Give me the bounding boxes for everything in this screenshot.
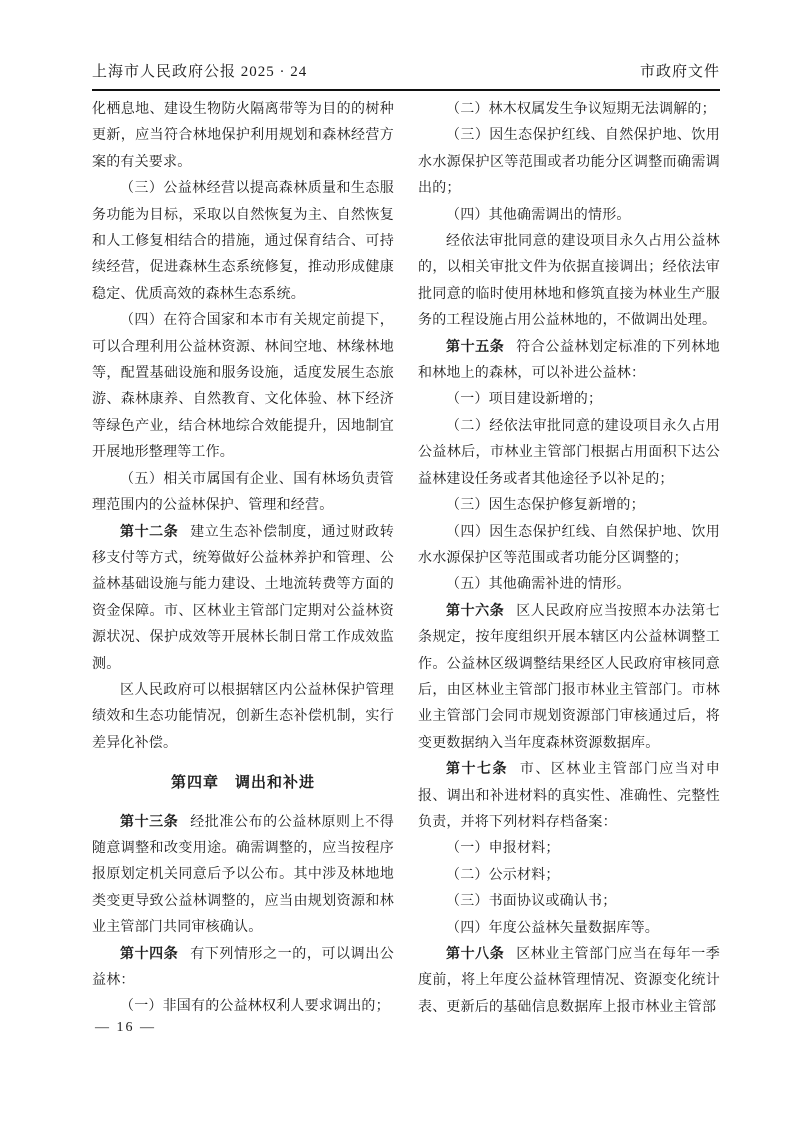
right-column — [418, 97, 720, 1021]
article-number: 第十二条 — [120, 524, 179, 540]
paragraph: （二）林木权属发生争议短期无法调解的； — [446, 102, 716, 117]
paragraph: 区人民政府可以根据辖区内公益林保护管理绩效和生态功能情况，创新生态补偿机制，实行差异化补偿。 — [92, 682, 394, 751]
paragraph: 第十三条 经批准公布的公益林原则上不得随意调整和改变用途。确需调整的，应当按程序报原划定机关同意后予以公布。其中涉及林地地类变更导致公益林调整的，应当由规划资源和林业主管部门共同审核确认。 — [92, 814, 394, 936]
article-number: 第十四条 — [120, 946, 179, 962]
paragraph: （四）因生态保护红线、自然保护地、饮用水水源保护区等范围或者功能分区调整的； — [418, 524, 720, 566]
paragraph: 经依法审批同意的建设项目永久占用公益林的，以相关审批文件为依据直接调出；经依法审批同意的临时使用林地和修筑直接为林业生产服务的工程设施占用公益林地的，不做调出处理。 — [418, 234, 720, 329]
paragraph: （一）非国有的公益林权利人要求调出的； — [120, 999, 390, 1015]
document-body — [92, 97, 720, 1021]
page-number: — 16 — — [95, 1020, 156, 1035]
left-column — [92, 97, 394, 1021]
paragraph: （二）公示材料； — [446, 867, 560, 883]
paragraph: （四）在符合国家和本市有关规定前提下，可以合理利用公益林资源、林间空地、林缘林地等，配置基础设施和服务设施，适度发展生态旅游、森林康养、自然教育、文化体验、林下经济等绿色产业，结合林地综合效能提升，因地制宜开展地形整理等工作。 — [92, 313, 394, 461]
section-label: 市政府文件 — [639, 64, 720, 80]
paragraph: （三）因生态保护修复新增的； — [446, 498, 645, 514]
article-number: 第十八条 — [446, 947, 505, 962]
article-number: 第十三条 — [120, 814, 179, 830]
page-header — [92, 60, 720, 91]
article-number: 第十七条 — [446, 762, 508, 778]
article-number: 第十六条 — [446, 603, 505, 619]
paragraph: 第十六条 区人民政府应当按照本办法第七条规定，按年度组织开展本辖区内公益林调整工作。公益林区级调整结果经区人民政府审核同意后，由区林业主管部门报市林业主管部门。市林业主管部门会同市规划资源部门审核通过后，将变更数据纳入当年度森林资源数据库。 — [418, 603, 720, 751]
paragraph: 第十二条 建立生态补偿制度，通过财政转移支付等方式，统筹做好公益林养护和管理、公益林基础设施与能力建设、土地流转费等方面的资金保障。市、区林业主管部门定期对公益林资源状况、保护成效等开展林长制日常工作成效监测。 — [92, 524, 394, 672]
gazette-title: 上海市人民政府公报 2025 · 24 — [92, 64, 308, 80]
paragraph: （二）经依法审批同意的建设项目永久占用公益林后，市林业主管部门根据占用面积下达公益林建设任务或者其他途径予以补足的； — [418, 418, 720, 487]
paragraph: （一）申报材料； — [446, 841, 560, 857]
paragraph: （四）其他确需调出的情形。 — [446, 207, 631, 223]
paragraph: （五）相关市属国有企业、国有林场负责管理范围内的公益林保护、管理和经营。 — [92, 471, 394, 514]
paragraph: 第十五条 符合公益林划定标准的下列林地和林地上的森林，可以补进公益林： — [418, 339, 720, 382]
paragraph: （三）书面协议或确认书； — [446, 894, 617, 910]
paragraph: 第十四条 有下列情形之一的，可以调出公益林： — [92, 946, 394, 988]
article-number: 第十五条 — [446, 339, 505, 355]
paragraph: （三）公益林经营以提高森林质量和生态服务功能为目标，采取以自然恢复为主、自然恢复和人工修复相结合的措施，通过保育结合、可持续经营，促进森林生态系统修复，推动形成健康稳定、优质高效的森林生态系统。 — [92, 181, 394, 302]
paragraph: （四）年度公益林矢量数据库等。 — [446, 920, 659, 936]
paragraph: 化栖息地、建设生物防火隔离带等为目的的树种更新，应当符合林地保护利用规划和森林经营方案的有关要求。 — [92, 102, 394, 170]
paragraph: （五）其他确需补进的情形。 — [446, 577, 631, 593]
paragraph: 第十八条 区林业主管部门应当在每年一季度前，将上年度公益林管理情况、资源变化统计表、更新后的基础信息数据库上报市林业主管部 — [418, 947, 720, 1015]
paragraph: （一）项目建设新增的； — [446, 392, 603, 408]
chapter-heading: 第四章 调出和补进 — [170, 775, 315, 792]
paragraph: （三）因生态保护红线、自然保护地、饮用水水源保护区等范围或者功能分区调整而确需调出的； — [418, 128, 720, 197]
paragraph: 第十七条 市、区林业主管部门应当对申报、调出和补进材料的真实性、准确性、完整性负责，并将下列材料存档备案： — [418, 762, 720, 830]
